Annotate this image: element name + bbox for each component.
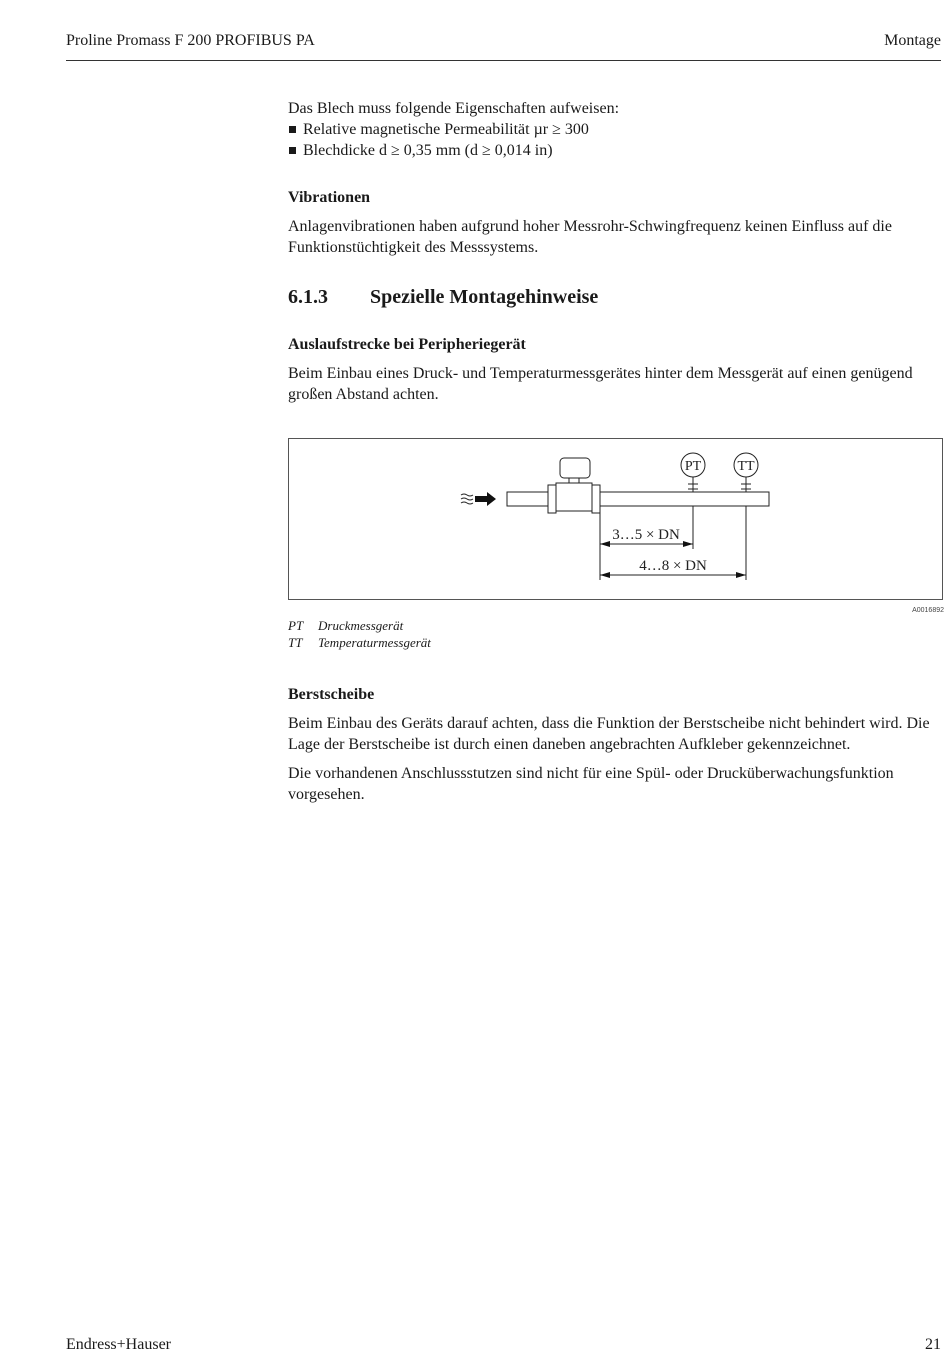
page-header	[66, 32, 941, 61]
list-item: Blechdicke d ≥ 0,35 mm (d ≥ 0,014 in)	[288, 140, 943, 161]
auslauf-heading: Auslaufstrecke bei Peripheriegerät	[288, 336, 526, 353]
tt-label: TT	[737, 459, 755, 474]
flow-arrow-icon	[475, 492, 496, 506]
footer-brand: Endress+Hauser	[66, 1336, 171, 1353]
legend-label: Druckmessgerät	[318, 618, 404, 633]
vibrationen-text: Anlagenvibrationen haben aufgrund hoher Messrohr-Schwingfrequenz keinen Einfluss auf die Funktionstüchtigkeit des Messsystems.	[288, 218, 892, 256]
auslauf-text: Beim Einbau eines Druck- und Temperaturmessgerätes hinter dem Messgerät auf einen genügend großen Abstand achten.	[288, 365, 913, 403]
dimension-label-1: 3…5 × DN	[612, 527, 680, 543]
legend-key: TT	[288, 635, 303, 650]
legend-key: PT	[288, 618, 304, 633]
outlet-flange	[592, 485, 600, 513]
figure-id: A0016892	[912, 607, 944, 614]
section-heading	[288, 287, 943, 308]
sensor-body	[556, 483, 592, 511]
page-number: 21	[925, 1336, 941, 1353]
vibrationen-heading: Vibrationen	[288, 189, 371, 206]
legend-item	[288, 634, 943, 651]
berstscheibe-heading: Berstscheibe	[288, 686, 375, 703]
installation-figure	[288, 438, 944, 614]
section-title: Spezielle Montagehinweise	[370, 286, 599, 308]
figure-legend	[288, 617, 943, 651]
legend-label: Temperaturmessgerät	[318, 635, 431, 650]
legend-item	[288, 617, 943, 634]
pipe-diagram	[289, 439, 942, 599]
inlet-flange	[548, 485, 556, 513]
berstscheibe-text-1: Beim Einbau des Geräts darauf achten, dass die Funktion der Berstscheibe nicht behindert wird. Die Lage der Berstscheibe ist durch einen daneben angebrachten Aufkleber gekennzeichnet.	[288, 715, 930, 753]
header-section: Montage	[884, 32, 941, 49]
flow-direction-icon	[461, 494, 473, 504]
intro-text: Das Blech muss folgende Eigenschaften aufweisen:	[288, 100, 620, 117]
page-content	[288, 98, 943, 805]
berstscheibe-text-2: Die vorhandenen Anschlussstutzen sind nicht für eine Spül- oder Drucküberwachungsfunktion vorgesehen.	[288, 765, 894, 803]
pipe	[507, 492, 769, 506]
header-title: Proline Promass F 200 PROFIBUS PA	[66, 32, 315, 49]
section-number: 6.1.3	[288, 286, 328, 308]
list-item: Relative magnetische Permeabilität µr ≥ 300	[288, 119, 943, 140]
pt-label: PT	[684, 459, 702, 474]
dimension-label-2: 4…8 × DN	[639, 558, 707, 574]
transmitter-housing	[560, 458, 590, 478]
property-list	[288, 119, 943, 161]
